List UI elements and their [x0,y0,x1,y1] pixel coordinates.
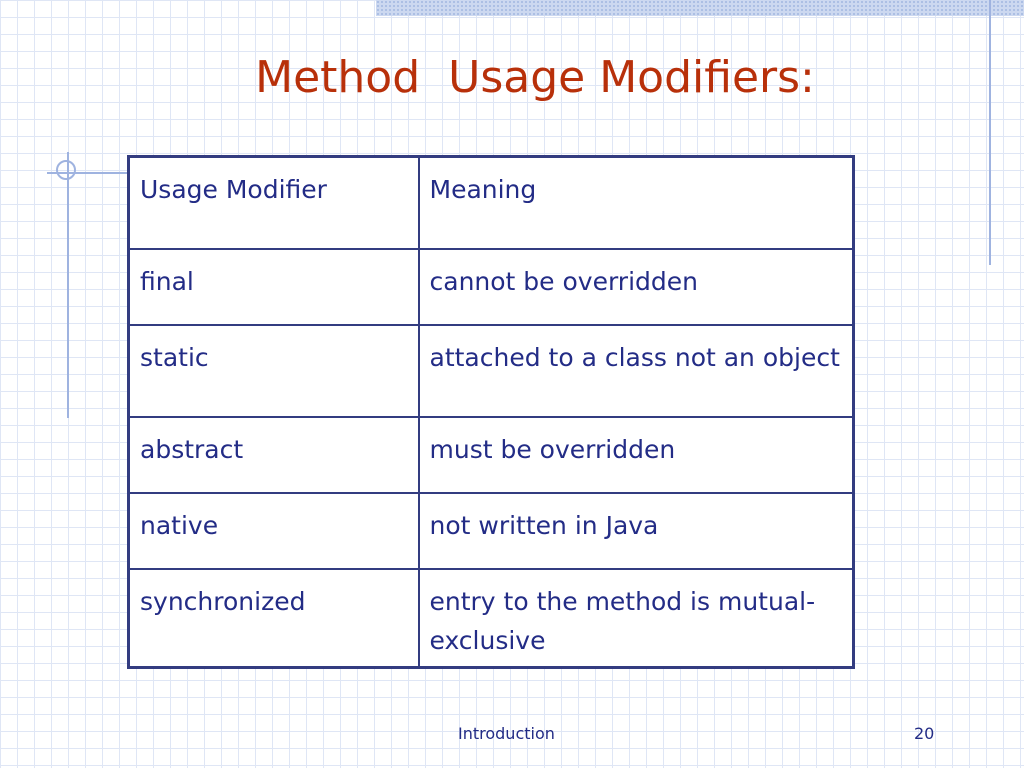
table-row [129,249,854,325]
meaning-cell: entry to the method is mutual-exclusive [419,569,854,668]
decorative-line-right [989,0,991,265]
modifier-cell: native [129,493,419,569]
top-decorative-band [376,0,1024,16]
decorative-line-left [67,152,69,418]
table-row [129,493,854,569]
slide-title: Method Usage Modifiers: [255,52,815,103]
meaning-cell: must be overridden [419,417,854,493]
modifier-cell: abstract [129,417,419,493]
usage-modifiers-table [127,155,855,669]
header-usage-modifier: Usage Modifier [129,157,419,249]
table-row [129,569,854,668]
meaning-cell: cannot be overridden [419,249,854,325]
footer-label: Introduction [458,724,555,743]
modifier-cell: synchronized [129,569,419,668]
header-meaning: Meaning [419,157,854,249]
page-number: 20 [914,724,935,743]
modifier-cell: final [129,249,419,325]
table-row [129,325,854,417]
table-row [129,417,854,493]
meaning-cell: attached to a class not an object [419,325,854,417]
decorative-circle-icon [56,160,76,180]
table-header-row [129,157,854,249]
modifier-cell: static [129,325,419,417]
meaning-cell: not written in Java [419,493,854,569]
